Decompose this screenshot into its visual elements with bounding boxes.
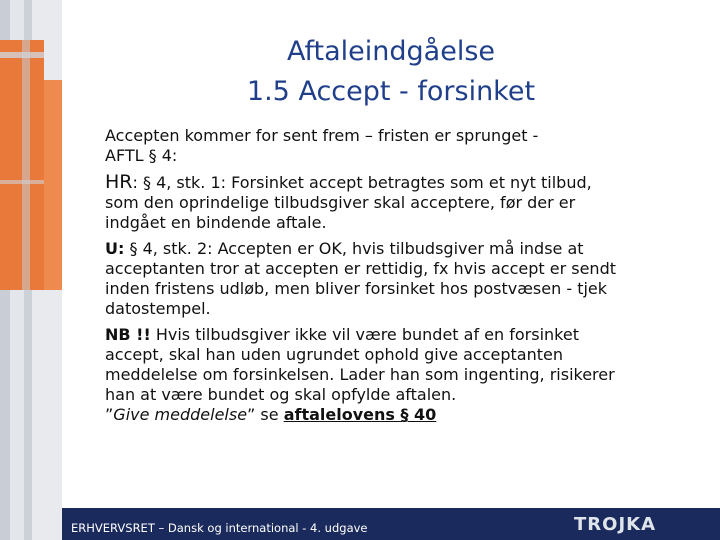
nb-paragraph-line: accept, skal han uden ugrundet ophold give acceptanten [105,345,563,364]
intro-line: AFTL § 4: [105,146,178,165]
hr-paragraph-line [105,172,705,193]
u-text: § 4, stk. 2: Accepten er OK, hvis tilbudsgiver må indse at [124,239,584,258]
band-divider [0,180,44,184]
reference-line [105,405,705,425]
title-line-1: Aftaleindgåelse [286,36,495,67]
u-label: U: [105,239,125,258]
quote-italic: Give meddelelse [113,405,248,424]
u-paragraph-line [105,239,705,259]
hr-text: : § 4, stk. 1: Forsinket accept betragtes som et nyt tilbud, [132,173,592,192]
nb-paragraph-line [105,325,705,345]
nb-text: Hvis tilbudsgiver ikke vil være bundet af en forsinket [150,325,579,344]
nb-label: NB !! [105,325,151,344]
band-divider [22,40,30,290]
footer-text: ERHVERVSRET – Dansk og international - 4. udgave [71,521,368,535]
trojka-logo: TROJKA [574,514,657,535]
hr-label: HR [105,171,133,193]
law-reference-link[interactable]: aftalelovens § 40 [283,405,437,424]
nb-paragraph-line: meddelelse om forsinkelsen. Lader han som ingenting, risikerer [105,365,615,384]
u-paragraph-line: datostempel. [105,299,211,318]
title-line-2: 1.5 Accept - forsinket [246,76,536,107]
slide-body [105,126,705,425]
nb-paragraph-line: han at være bundet og skal opfylde aftalen. [105,385,457,404]
orange-accent-block [44,80,62,290]
intro-line: Accepten kommer for sent frem – fristen er sprunget - [105,126,539,145]
hr-paragraph-line: som den oprindelige tilbudsgiver skal acceptere, før der er [105,193,576,212]
quote-close: ” se [247,405,284,424]
u-paragraph-line: acceptanten tror at accepten er rettidig, fx hvis accept er sendt [105,259,616,278]
band-divider [0,52,44,58]
hr-paragraph-line: indgået en bindende aftale. [105,213,327,232]
u-paragraph-line: inden fristens udløb, men bliver forsinket hos postvæsen - tjek [105,279,608,298]
footer-bar [62,508,720,540]
quote-open: ” [105,405,114,424]
slide-title [62,32,720,112]
left-decorative-band [0,0,62,540]
